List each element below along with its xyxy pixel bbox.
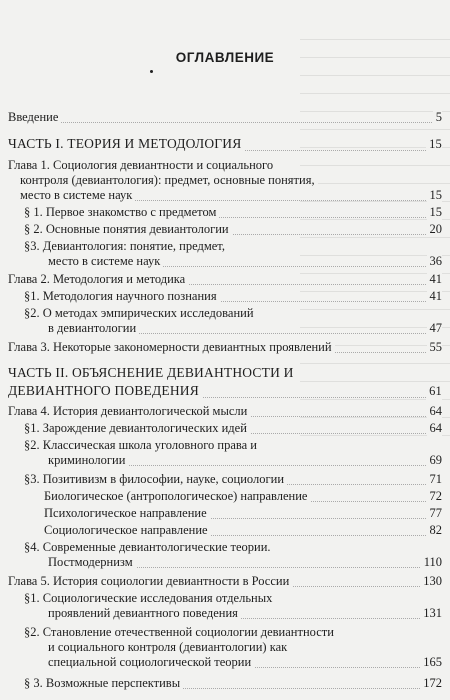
toc-entry[interactable]	[24, 421, 442, 436]
toc-page-number: 61	[426, 382, 442, 400]
toc-entry-line	[48, 606, 442, 621]
toc-entry-text: специальной социологической теории	[48, 655, 254, 670]
toc-entry[interactable]	[24, 289, 442, 304]
toc-page-number: 172	[420, 676, 442, 691]
toc-entry-text: § 3. Возможные перспективы	[24, 676, 183, 691]
toc-entry-line	[20, 188, 442, 203]
toc-entry-text: Глава 2. Методология и методика	[8, 272, 188, 287]
toc-entry[interactable]	[24, 540, 442, 570]
toc-entry[interactable]	[24, 239, 442, 269]
toc-entry[interactable]	[24, 205, 442, 220]
toc-page-number: 55	[427, 340, 443, 355]
toc-page-number: 15	[427, 188, 443, 203]
toc-entry[interactable]	[8, 340, 442, 355]
page-title: ОГЛАВЛЕНИЕ	[175, 50, 275, 65]
toc-entry[interactable]	[24, 222, 442, 237]
toc-entry-text: проявлений девиантного поведения	[48, 606, 241, 621]
toc-entry-line	[48, 555, 442, 570]
toc-page-number: 47	[427, 321, 443, 336]
toc-entry-text: §2. Становление отечественной социологии девиантности	[24, 625, 337, 640]
toc-entry-text: в девиантологии	[48, 321, 139, 336]
toc-entry-text: и социального контроля (девиантологии) как	[48, 640, 290, 655]
toc-entry-line	[48, 321, 442, 336]
toc-entry[interactable]	[24, 472, 442, 487]
toc-entry[interactable]	[8, 135, 442, 153]
toc-entry-text: §1. Социологические исследования отдельных	[24, 591, 275, 606]
toc-entry-line	[48, 453, 442, 468]
toc-entry-line	[48, 640, 442, 655]
toc-entry-line	[44, 489, 442, 504]
toc-entry[interactable]	[8, 364, 442, 400]
toc-entry-line	[8, 272, 442, 287]
toc-entry-text: §1. Зарождение девиантологических идей	[24, 421, 250, 436]
toc-entry-line	[8, 340, 442, 355]
toc-entry-line	[24, 239, 442, 254]
toc-entry[interactable]	[8, 110, 442, 125]
toc-entry-line	[24, 205, 442, 220]
toc-page-number: 64	[427, 421, 443, 436]
toc-entry-line	[24, 472, 442, 487]
toc-entry-line	[8, 364, 442, 382]
dot-leader	[8, 121, 442, 123]
toc-entry-line	[24, 438, 442, 453]
toc-page-number: 130	[420, 574, 442, 589]
toc-page-number: 77	[427, 506, 443, 521]
toc-entry[interactable]	[8, 272, 442, 287]
toc-page-number: 41	[427, 289, 443, 304]
toc-entry-text: контроля (девиантология): предмет, основные понятия,	[20, 173, 318, 188]
toc-entry[interactable]	[24, 438, 442, 468]
toc-entry[interactable]	[44, 506, 442, 521]
toc-page-number: 36	[427, 254, 443, 269]
toc-page-number: 165	[420, 655, 442, 670]
toc-entry-text: Постмодернизм	[48, 555, 136, 570]
toc-page-number: 64	[427, 404, 443, 419]
toc-entry[interactable]	[44, 489, 442, 504]
toc-entry-line	[8, 158, 442, 173]
toc-page-number: 15	[427, 205, 443, 220]
toc-entry[interactable]	[24, 676, 442, 691]
toc-entry-text: Глава 1. Социология девиантности и социального	[8, 158, 276, 173]
toc-page-number: 15	[426, 135, 442, 153]
toc-entry-text: §2. Классическая школа уголовного права и	[24, 438, 260, 453]
toc-page-number: 82	[427, 523, 443, 538]
toc-entry-line	[8, 404, 442, 419]
toc-page-number: 131	[420, 606, 442, 621]
toc-entry-text: место в системе наук	[20, 188, 135, 203]
toc-entry-text: Глава 4. История девиантологической мысли	[8, 404, 250, 419]
toc-entry-text: место в системе наук	[48, 254, 163, 269]
toc-page-number: 69	[427, 453, 443, 468]
toc-entry-text: ЧАСТЬ II. ОБЪЯСНЕНИЕ ДЕВИАНТНОСТИ И	[8, 364, 297, 382]
toc-page-number: 110	[421, 555, 442, 570]
toc-entry-text: Глава 5. История социологии девиантности в России	[8, 574, 292, 589]
toc-entry-text: ДЕВИАНТНОГО ПОВЕДЕНИЯ	[8, 382, 202, 400]
toc-entry[interactable]	[8, 574, 442, 589]
toc-entry-line	[8, 382, 442, 400]
toc-entry-line	[24, 591, 442, 606]
toc-entry-line	[8, 135, 442, 153]
toc-entry-text: § 2. Основные понятия девиантологии	[24, 222, 232, 237]
toc-entry-text: § 1. Первое знакомство с предметом	[24, 205, 219, 220]
toc-entry-line	[24, 625, 442, 640]
toc-entry-text: §3. Позитивизм в философии, науке, социологии	[24, 472, 287, 487]
toc-entry-line	[8, 110, 442, 125]
toc-entry-line	[8, 574, 442, 589]
toc-entry-line	[24, 306, 442, 321]
toc-entry-text: Социологическое направление	[44, 523, 211, 538]
toc-entry-line	[44, 523, 442, 538]
toc-entry-line	[24, 540, 442, 555]
toc-entry-line	[24, 421, 442, 436]
toc-entry-text: §4. Современные девиантологические теории.	[24, 540, 274, 555]
toc-entry[interactable]	[24, 625, 442, 670]
toc-entry-text: Биологическое (антропологическое) направление	[44, 489, 310, 504]
toc-entry-text: Глава 3. Некоторые закономерности девиантных проявлений	[8, 340, 335, 355]
toc-entry-line	[48, 254, 442, 269]
toc-page-number: 71	[427, 472, 443, 487]
toc-entry-text: криминологии	[48, 453, 128, 468]
toc-entry[interactable]	[24, 591, 442, 621]
toc-page-number: 20	[427, 222, 443, 237]
toc-entry[interactable]	[24, 306, 442, 336]
toc-entry-text: ЧАСТЬ I. ТЕОРИЯ И МЕТОДОЛОГИЯ	[8, 135, 244, 153]
toc-entry[interactable]	[44, 523, 442, 538]
toc-entry-text: Психологическое направление	[44, 506, 210, 521]
toc-entry[interactable]	[8, 158, 442, 203]
toc-entry-line	[44, 506, 442, 521]
ink-dot	[150, 70, 153, 73]
toc-entry-text: §3. Девиантология: понятие, предмет,	[24, 239, 228, 254]
toc-entry-text: Введение	[8, 110, 61, 125]
toc-entry[interactable]	[8, 404, 442, 419]
toc-entry-text: §1. Методология научного познания	[24, 289, 220, 304]
toc-page-number: 72	[427, 489, 443, 504]
toc-entry-line	[24, 222, 442, 237]
toc-entry-line	[20, 173, 442, 188]
toc-entry-line	[48, 655, 442, 670]
toc-page-number: 41	[427, 272, 443, 287]
toc-entry-text: §2. О методах эмпирических исследований	[24, 306, 257, 321]
toc-entry-line	[24, 676, 442, 691]
toc-page-number: 5	[433, 110, 442, 125]
toc-entry-line	[24, 289, 442, 304]
